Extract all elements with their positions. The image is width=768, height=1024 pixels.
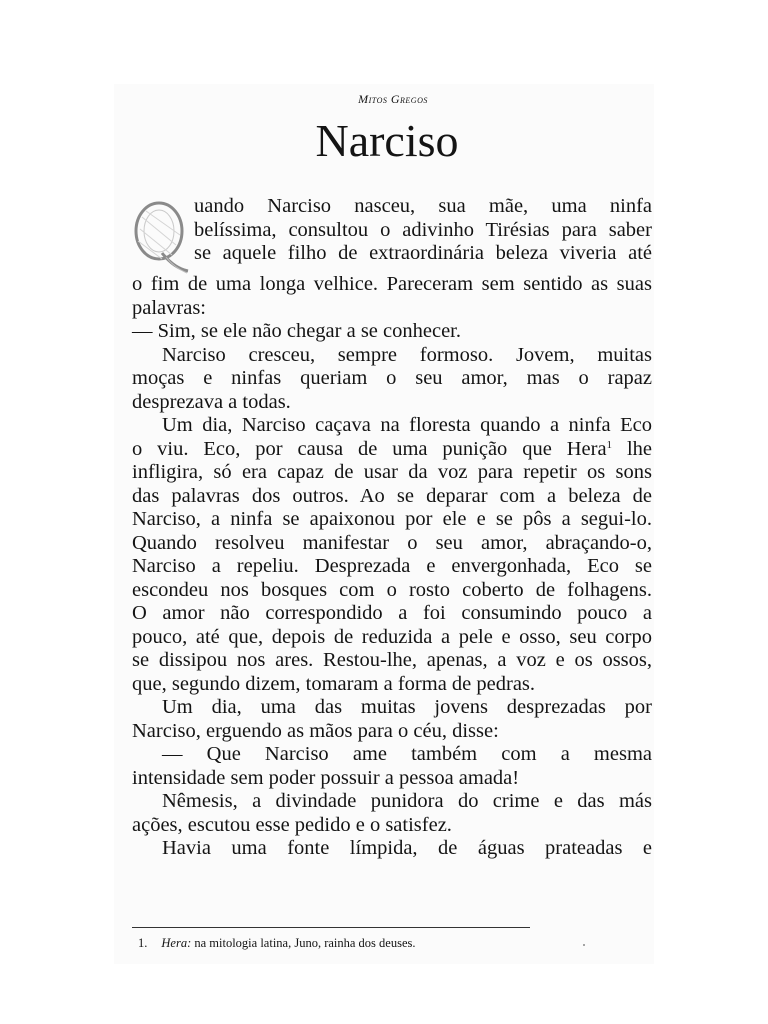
paragraph-4-line: O amor não correspondido a foi consumindo pouco a (132, 602, 652, 624)
footnote (138, 936, 416, 951)
paragraph-5-line: Narciso, erguendo as mãos para o céu, disse: (132, 719, 499, 742)
scan-speck (583, 944, 585, 946)
paragraph-7 (132, 790, 652, 837)
paragraph-8-line: Havia uma fonte límpida, de águas prateadas e (162, 837, 652, 859)
paragraph-4-line: infligira, só era capaz de usar da voz para repetir os sons (132, 461, 652, 483)
paragraph-3 (132, 344, 652, 415)
paragraph-1-line: o fim de uma longa velhice. Pareceram sem sentido as suas (132, 273, 652, 295)
footnote-number: 1. (138, 936, 148, 950)
paragraph-3-line: desprezava a todas. (132, 390, 291, 413)
paragraph-4-line: que, segundo dizem, tomaram a forma de pedras. (132, 672, 536, 695)
footnote-divider (132, 927, 530, 928)
paragraph-4-line: pouco, até que, depois de reduzida a pele e osso, seu corpo (132, 625, 652, 648)
paragraph-4-line-with-footnote (132, 438, 652, 462)
dropcap-q-icon (132, 197, 190, 275)
paragraph-1 (132, 195, 652, 320)
paragraph-4-line: das palavras dos outros. Ao se deparar com a beleza de (132, 484, 652, 507)
paragraph-5 (132, 696, 652, 743)
paragraph-1-line: uando Narciso nasceu, sua mãe, uma ninfa (194, 195, 652, 217)
paragraph-4-line: se dissipou nos ares. Restou-lhe, apenas, a voz e os ossos, (132, 649, 652, 671)
running-header: Mitos Gregos (358, 92, 428, 106)
paragraph-4 (132, 414, 652, 696)
paragraph-1-line: se aquele filho de extraordinária beleza viveria até (194, 242, 652, 264)
paragraph-7-line: Nêmesis, a divindade punidora do crime e das más (162, 790, 652, 812)
paragraph-3-line: moças e ninfas queriam o seu amor, mas o rapaz (132, 367, 652, 389)
paragraph-1-line: palavras: (132, 296, 206, 319)
paragraph-5-line: Um dia, uma das muitas jovens desprezadas por (162, 696, 652, 718)
paragraph-4-line: Narciso a repeliu. Desprezada e envergonhada, Eco se (132, 555, 652, 577)
paragraph-6 (132, 743, 652, 790)
paragraph-6-line: — Que Narciso ame também com a mesma (162, 743, 652, 765)
dropcap-ornament (132, 197, 188, 273)
paragraph-1-line: belíssima, consultou o adivinho Tirésias para saber (194, 218, 652, 241)
paragraph-4-line: escondeu nos bosques com o rosto coberto de folhagens. (132, 578, 652, 601)
paragraph-7-line: ações, escutou esse pedido e o satisfez. (132, 813, 452, 836)
paragraph-4-line: Narciso, a ninfa se apaixonou por ele e se pôs a segui-lo. (132, 508, 652, 530)
footnote-marker: 1 (606, 438, 613, 451)
footnote-text: na mitologia latina, Juno, rainha dos deuses. (191, 936, 416, 950)
body-text (132, 195, 652, 861)
paragraph-4-line: Quando resolveu manifestar o seu amor, abraçando-o, (132, 531, 652, 554)
paragraph-4-text: o viu. Eco, por causa de uma punição que Hera (132, 437, 607, 460)
paragraph-4-text: lhe (612, 437, 652, 460)
paragraph-4-line: Um dia, Narciso caçava na floresta quando a ninfa Eco (162, 414, 652, 436)
paragraph-2: — Sim, se ele não chegar a se conhecer. (132, 320, 462, 342)
paragraph-3-line: Narciso cresceu, sempre formoso. Jovem, muitas (162, 343, 652, 366)
paragraph-8 (132, 837, 652, 861)
paragraph-6-line: intensidade sem poder possuir a pessoa amada! (132, 766, 520, 789)
chapter-title: Narciso (315, 115, 459, 166)
footnote-term: Hera: (161, 936, 192, 950)
